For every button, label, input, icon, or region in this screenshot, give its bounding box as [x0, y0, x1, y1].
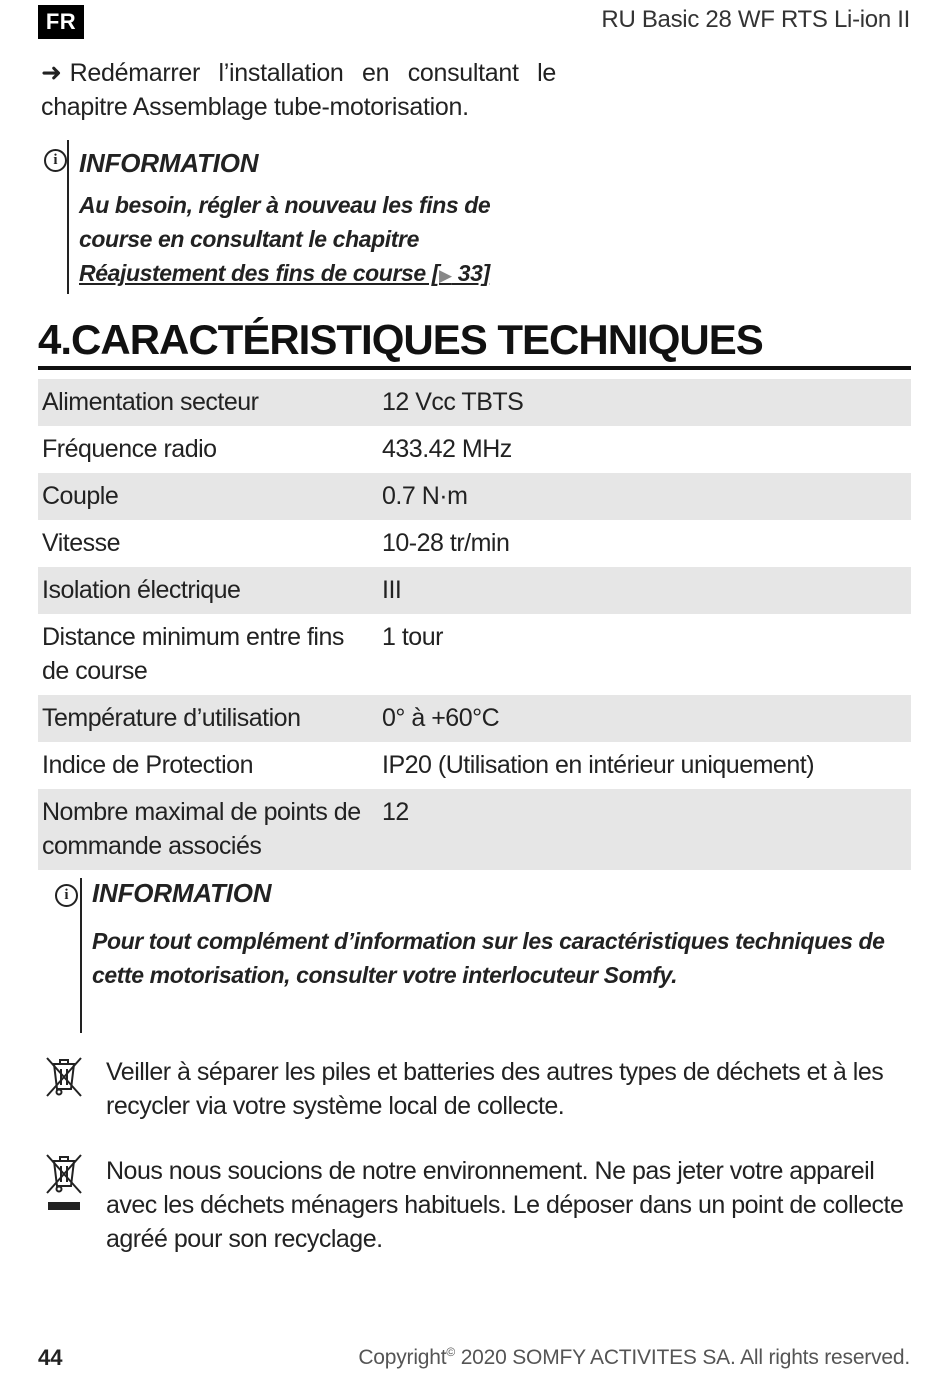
spec-label: Couple	[38, 473, 374, 520]
spec-label: Vitesse	[42, 529, 121, 557]
spec-value: 0° à +60°C	[374, 695, 911, 742]
table-row	[38, 742, 911, 789]
specifications-table	[38, 379, 911, 870]
spec-label: Indice de Protection	[42, 751, 253, 779]
product-name: RU Basic 28 WF RTS Li-ion II	[601, 6, 910, 33]
info-box-text: Pour tout complément d’information sur les caractéristiques techniques de cette motorisation, consulter votre interlocuteur Somfy.	[92, 928, 885, 988]
chapter-link-text: Réajustement des fins de course [	[79, 260, 440, 286]
chapter-link[interactable]	[79, 260, 490, 286]
spec-value: 12	[374, 789, 911, 870]
arrow-right-icon: ➜	[41, 59, 62, 87]
recycling-text: Veiller à séparer les piles et batteries des autres types de déchets et à les recycler via votre système local de collecte.	[106, 1058, 884, 1120]
spec-value: 10-28 tr/min	[382, 529, 510, 557]
crossed-out-bin-with-bar-icon	[42, 1154, 86, 1214]
info-box-text	[79, 188, 554, 293]
chapter-link-page: 33]	[451, 260, 490, 286]
spec-value: III	[374, 567, 911, 614]
info-box-bar	[67, 140, 69, 294]
language-badge: FR	[38, 5, 84, 39]
intro-paragraph	[41, 56, 556, 124]
spec-value: 12 Vcc TBTS	[374, 379, 911, 426]
spec-label: Distance minimum entre fins de course	[42, 623, 344, 685]
crossed-out-bin-icon	[42, 1055, 86, 1099]
spec-label: Isolation électrique	[38, 567, 374, 614]
info-box-bar	[80, 878, 82, 1033]
recycling-text: Nous nous soucions de notre environnement. Ne pas jeter votre appareil avec les déchets ménagers habituels. Le déposer dans un point de collecte agréé pour son recyclage.	[106, 1157, 904, 1253]
information-box	[40, 140, 560, 294]
spec-label: Alimentation secteur	[38, 379, 374, 426]
copyright-text: 2020 SOMFY ACTIVITES SA. All rights reserved.	[455, 1346, 910, 1369]
section-title: 4.CARACTÉRISTIQUES TECHNIQUES	[38, 316, 763, 363]
info-icon: i	[55, 884, 78, 907]
page-number: 44	[38, 1345, 63, 1370]
spec-value: 0.7 N·m	[374, 473, 911, 520]
copyright-notice	[358, 1345, 910, 1370]
info-box-title: INFORMATION	[79, 148, 259, 178]
table-row	[38, 379, 911, 426]
table-row	[38, 789, 911, 870]
table-row	[38, 473, 911, 520]
info-icon: i	[44, 149, 67, 172]
spec-value: IP20 (Utilisation en intérieur uniquement)	[382, 751, 815, 779]
spec-value: 1 tour	[382, 623, 443, 651]
info-box-title: INFORMATION	[92, 878, 272, 908]
spec-label: Fréquence radio	[42, 435, 217, 463]
spec-label: Température d’utilisation	[38, 695, 374, 742]
table-row	[38, 426, 911, 473]
spec-label: Nombre maximal de points de commande associés	[38, 789, 374, 870]
section-rule	[38, 366, 911, 370]
intro-text: Redémarrer l’installation en consultant le chapitre Assemblage tube-motorisation.	[41, 59, 556, 121]
copyright-prefix: Copyright	[358, 1346, 447, 1369]
information-box	[52, 878, 912, 1033]
table-row	[38, 520, 911, 567]
table-row	[38, 614, 911, 695]
spec-value: 433.42 MHz	[382, 435, 512, 463]
page-ref-play-icon: ▶	[439, 266, 452, 285]
copyright-symbol: ©	[446, 1345, 456, 1359]
table-row	[38, 695, 911, 742]
table-row	[38, 567, 911, 614]
info-box-text-lead: Au besoin, régler à nouveau les fins de course en consultant le chapitre	[79, 192, 491, 252]
